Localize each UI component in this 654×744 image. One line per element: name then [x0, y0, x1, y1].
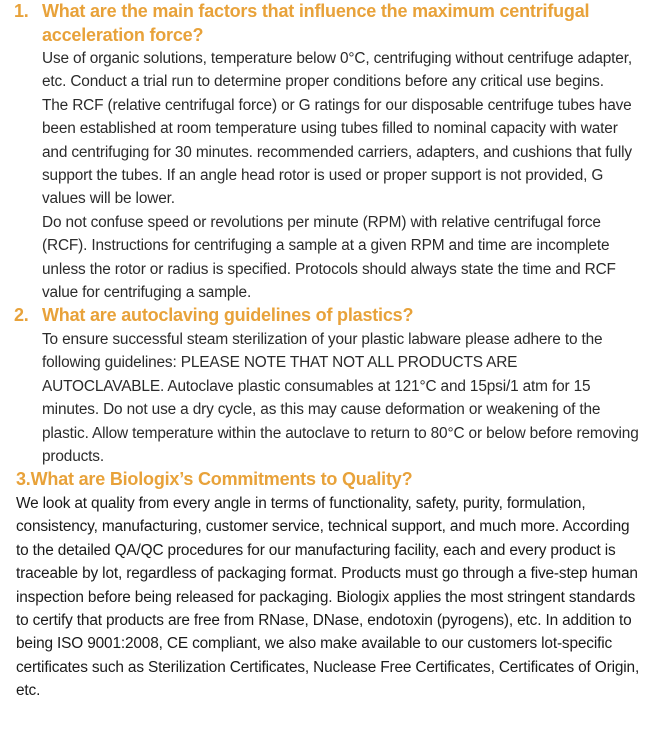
question-heading [0, 0, 654, 47]
answer-paragraph: The RCF (relative centrifugal force) or G ratings for our disposable centrifuge tubes have been established at room temperature using tubes filled to nominal capacity with water and centrifuging for 30 minutes. recommended carriers, adapters, and cushions that fully support the tubes. If an angle head rotor is used or proper support is not provided, G values will be lower. [42, 96, 632, 208]
faq-section-autoclaving [0, 304, 654, 468]
question-title: What are autoclaving guidelines of plastics? [42, 305, 414, 326]
question-title: What are the main factors that influence the maximum centrifugal acceleration force? [42, 1, 590, 45]
question-number: 2. [14, 305, 29, 326]
answer-paragraph: We look at quality from every angle in terms of functionality, safety, purity, formulation, consistency, manufacturing, customer service, technical support, and much more. According to the detailed QA/QC procedures for our manufacturing facility, each and every product is traceable by lot, regardless of packaging format. Products must go through a five-step human inspection before being released for packaging. Biologix applies the most stringent standards to certify that products are free from RNase, DNase, endotoxin (pyrogens), etc. In addition to being ISO 9001:2008, CE compliant, we also make available to our customers lot-specific certificates such as Sterilization Certificates, Nuclease Free Certificates, Certificates of Origin, etc. [16, 494, 640, 700]
faq-section-centrifugal-force [0, 0, 654, 304]
faq-section-quality [0, 468, 654, 702]
answer-paragraph: Use of organic solutions, temperature below 0°C, centrifuging without centrifuge adapter, etc. Conduct a trial run to determine proper conditions before any critical use begins. [42, 50, 632, 91]
answer-paragraph: To ensure successful steam sterilization of your plastic labware please adhere to the following guidelines: PLEASE NOTE THAT NOT ALL PRODUCTS ARE AUTOCLAVABLE. Autoclave plastic consumables at 121°C and 15psi/1 atm for 15 minutes. Do not use a dry cycle, as this may cause deformation or weakening of the plastic. Allow temperature within the autoclave to return to 80°C or below before removing products. [42, 330, 639, 465]
question-number: 1. [14, 1, 29, 21]
question-heading: 3.What are Biologix’s Commitments to Quality? [16, 469, 413, 490]
question-heading [0, 304, 654, 328]
answer-paragraph: Do not confuse speed or revolutions per minute (RPM) with relative centrifugal force (RCF). Instructions for centrifuging a sample at a given RPM and time are incomplete unless the rotor or radius is specified. Protocols should always state the time and RCF value for centrifuging a sample. [42, 213, 616, 302]
